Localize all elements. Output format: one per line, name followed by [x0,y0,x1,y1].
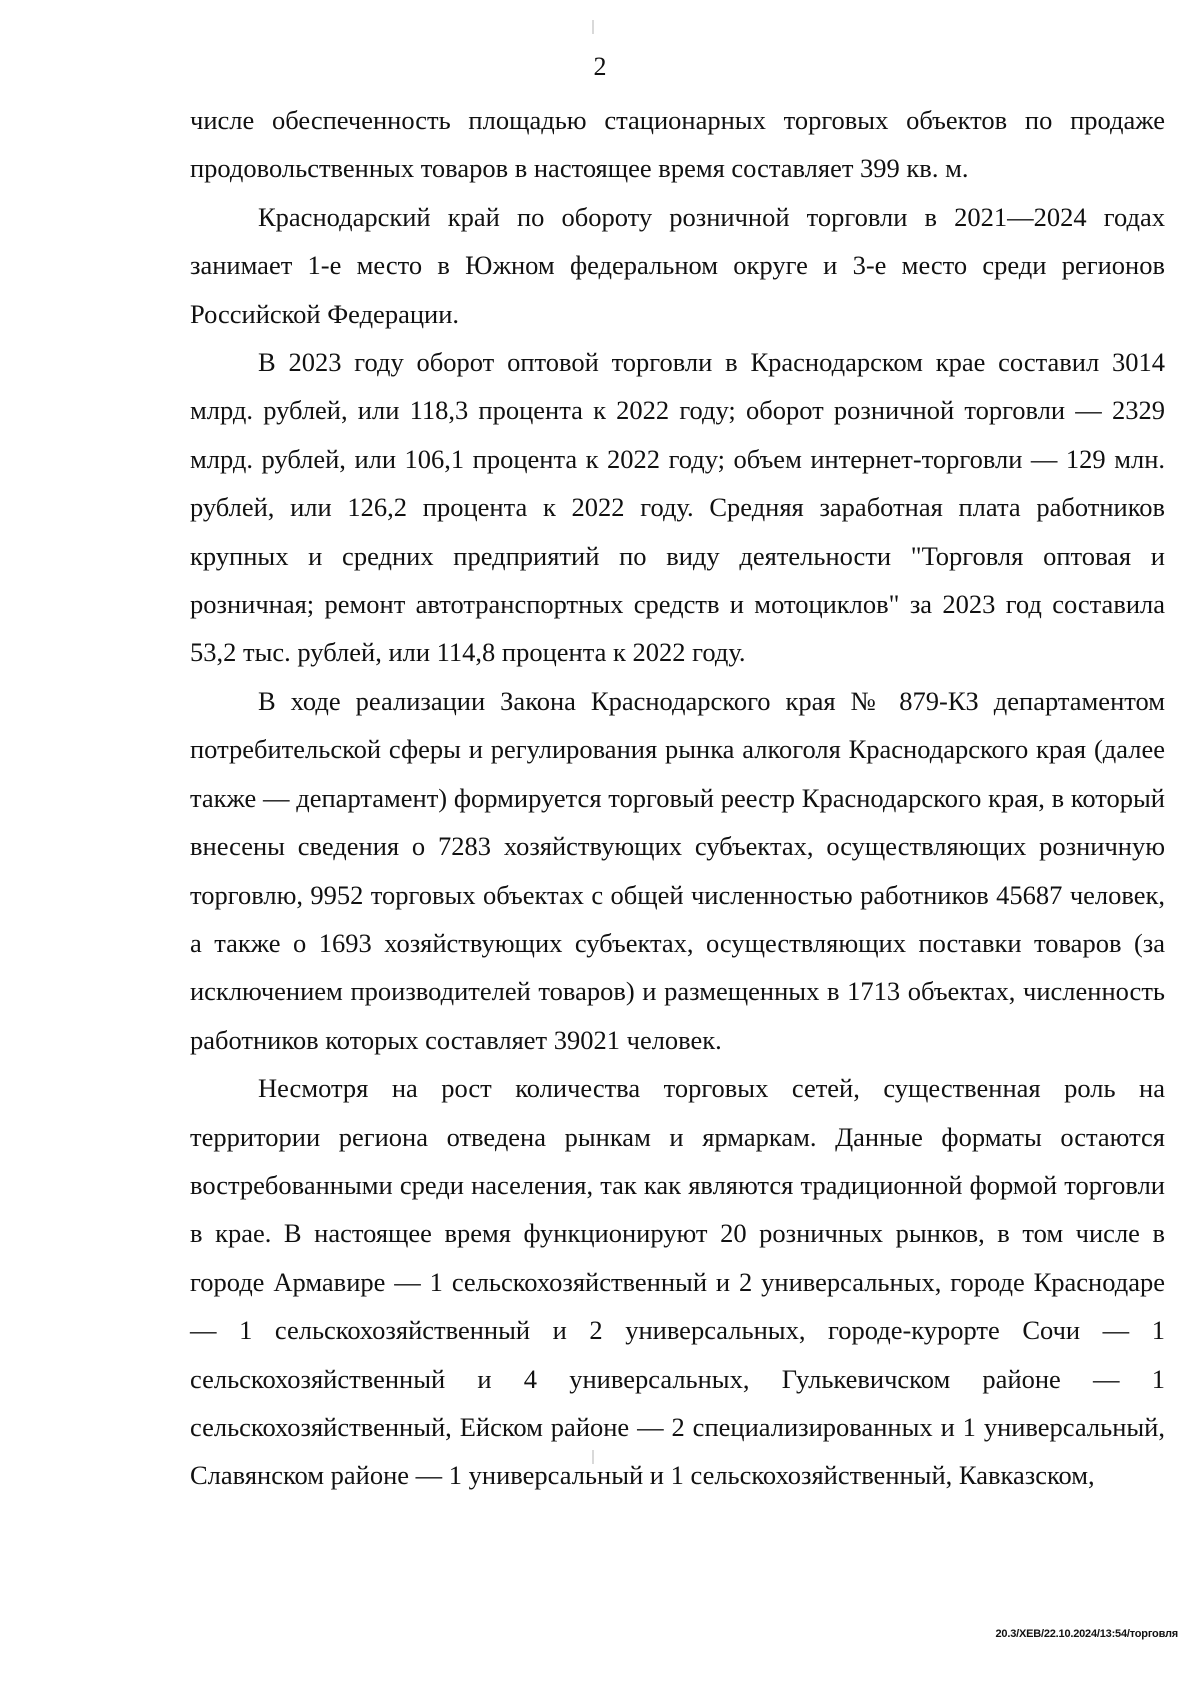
paragraph-markets-fairs: Несмотря на рост количества торговых сетей, существенная роль на территории региона отведена рынкам и ярмаркам. Данные форматы остаются востребованными среди населения, так как являются традиционной формой торговли в крае. В настоящее время функционируют 20 розничных рынков, в том числе в городе Армавире — 1 сельскохозяйственный и 2 универсальных, городе Краснодаре — 1 сельскохозяйственный и 2 универсальных, городе-курорте Сочи — 1 сельскохозяйственный и 4 универсальных, Гулькевичском районе — 1 сельскохозяйственный, Ейском районе — 2 специализированных и 1 универсальный, Славянском районе — 1 универсальный и 1 сельскохозяйственный, Кавказском, [190,1073,1165,1491]
paragraph-trade-register: В ходе реализации Закона Краснодарского края № 879-КЗ департаментом потребительской сферы и регулирования рынка алкоголя Краснодарского края (далее также — департамент) формируется торговый реестр Краснодарского края, в который внесены сведения о 7283 хозяйствующих субъектах, осуществляющих розничную торговлю, 9952 торговых объектах с общей численностью работников 45687 человек, а также о 1693 хозяйствующих субъектах, осуществляющих поставки товаров (за исключением производителей товаров) и размещенных в 1713 объектах, численность работников которых составляет 39021 человек. [190,685,1165,1055]
paragraph-retail-ranking: Краснодарский край по обороту розничной торговли в 2021—2024 годах занимает 1-е место в Южном федеральном округе и 3-е место среди регионов Российской Федерации. [190,201,1165,329]
paragraph-continuation: числе обеспеченность площадью стационарных торговых объектов по продаже продовольственных товаров в настоящее время составляет 399 кв. м. [190,105,1165,184]
page-number: 2 [593,52,607,81]
paragraph-trade-turnover: В 2023 году оборот оптовой торговли в Краснодарском крае составил 3014 млрд. рублей, или 118,3 процента к 2022 году; оборот розничной торговли — 2329 млрд. рублей, или 106,1 процента к 2022 году; объем интернет-торговли — 129 млн. рублей, или 126,2 процента к 2022 году. Средняя заработная плата работников крупных и средних предприятий по виду деятельности "Торговля оптовая и розничная; ремонт автотранспортных средств и мотоциклов" за 2023 год составила 53,2 тыс. рублей, или 114,8 процента к 2022 году. [190,347,1165,668]
document-body [190,96,1165,1500]
document-footer-code: 20.3/ХЕВ/22.10.2024/13:54/торговля [995,1628,1178,1640]
scan-mark [592,20,594,34]
